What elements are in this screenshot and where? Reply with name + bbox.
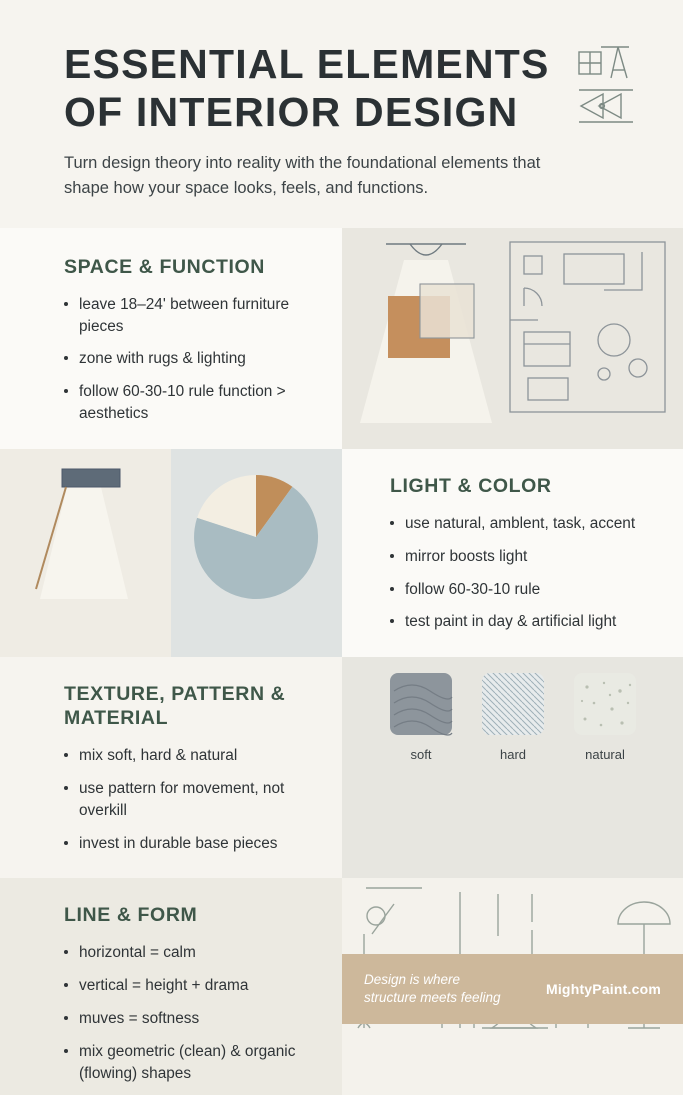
- list-item: zone with rugs & lighting: [64, 348, 316, 370]
- section-space-function-text: [0, 228, 342, 449]
- list-item: horizontal = calm: [64, 942, 316, 964]
- section-title: SPACE & FUNCTION: [64, 255, 265, 278]
- section-texture-text: [0, 657, 342, 878]
- list-item: vertical = height + drama: [64, 975, 316, 997]
- list-item: mix soft, hard & natural: [64, 745, 316, 767]
- section-space-function: [0, 228, 683, 449]
- section-texture-pattern-material: [0, 657, 683, 878]
- swatch-label-natural: natural: [585, 747, 625, 763]
- wall-lamp-illustration: [0, 449, 171, 657]
- list-item: invest in durable base pieces: [64, 833, 316, 855]
- drafting-tools-icon: [577, 44, 639, 140]
- section-title: LINE & FORM: [64, 904, 198, 927]
- footer: [342, 954, 683, 1024]
- section-title: LIGHT & COLOR: [390, 475, 552, 498]
- footer-brand: MightyPaint.com: [545, 981, 661, 997]
- list-item: muves = softness: [64, 1008, 316, 1030]
- list-item: follow 60-30-10 rule: [390, 579, 657, 601]
- bullet-list: [390, 513, 657, 634]
- section-title: TEXTURE, PATTERN & MATERIAL: [64, 683, 286, 730]
- pie-chart-svg: [171, 449, 342, 626]
- list-item: test paint in day & artificial light: [390, 611, 657, 633]
- material-swatches: [342, 657, 683, 878]
- list-item: mirror boosts light: [390, 546, 657, 568]
- list-item: use pattern for movement, not overkill: [64, 778, 316, 822]
- list-item: use natural, amblent, task, accent: [390, 513, 657, 535]
- swatch-label-hard: hard: [499, 747, 527, 763]
- bullet-list: [64, 745, 316, 855]
- floorplan-illustration: [342, 228, 683, 449]
- color-pie-chart: [171, 449, 342, 657]
- list-item: follow 60-30-10 rule function > aesthetics: [64, 381, 316, 425]
- page-subtitle: Turn design theory into reality with the foundational elements that shape how your space looks, feels, and functions.: [64, 153, 541, 198]
- list-item: leave 18–24' between furniture pieces: [64, 294, 316, 338]
- page-title: ESSENTIAL ELEMENTS OF INTERIOR DESIGN: [64, 41, 550, 136]
- footer-tagline: Design is where structure meets feeling: [364, 971, 501, 1005]
- bullet-list: [64, 942, 316, 1084]
- bullet-list: [64, 294, 316, 425]
- section-light-color-text: [342, 449, 683, 657]
- section-line-form-text: [0, 878, 342, 1094]
- list-item: mix geometric (clean) & organic (flowing) shapes: [64, 1041, 316, 1085]
- swatch-label-soft: soft: [410, 747, 432, 763]
- header: [0, 0, 683, 228]
- section-light-color: [0, 449, 683, 657]
